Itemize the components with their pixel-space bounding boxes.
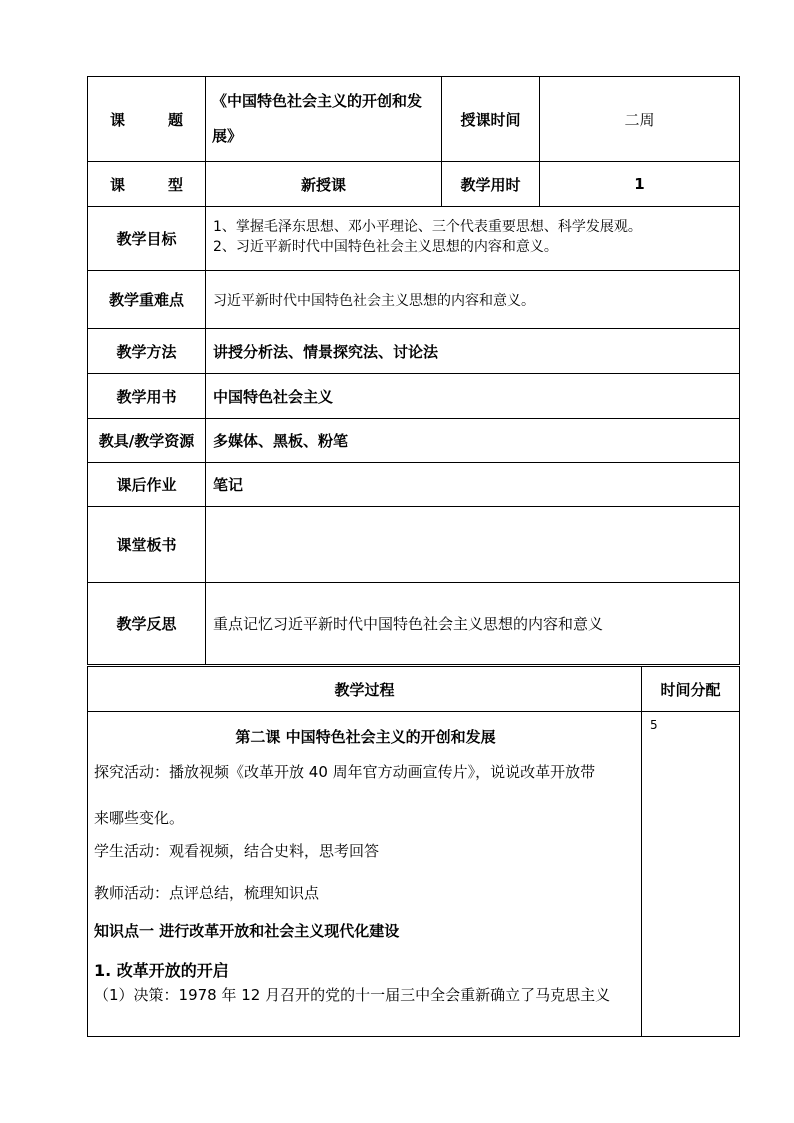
topic-value: 《中国特色社会主义的开创和发展》 (206, 77, 442, 162)
hours-value: 1 (540, 162, 740, 207)
resources-label: 教具/教学资源 (88, 419, 206, 463)
goals-value (206, 207, 740, 271)
key-value: 习近平新时代中国特色社会主义思想的内容和意义。 (206, 271, 740, 329)
teaching-process-table (87, 666, 740, 1037)
homework-value: 笔记 (206, 463, 740, 507)
row-key-points (88, 271, 740, 329)
method-label: 教学方法 (88, 329, 206, 374)
time-value: 二周 (540, 77, 740, 162)
reflection-value: 重点记忆习近平新时代中国特色社会主义思想的内容和意义 (206, 583, 740, 665)
book-value: 中国特色社会主义 (206, 374, 740, 419)
student-activity: 学生活动：观看视频，结合史料，思考回答 (94, 842, 380, 860)
type-value: 新授课 (206, 162, 442, 207)
type-label-char-2: 型 (167, 175, 183, 194)
row-resources (88, 419, 740, 463)
process-body-row (88, 712, 740, 1037)
row-book (88, 374, 740, 419)
row-method (88, 329, 740, 374)
board-label: 课堂板书 (88, 507, 206, 583)
section-subheading: 1. 改革开放的开启 (94, 961, 229, 980)
row-reflection (88, 583, 740, 665)
goal-item: 2、习近平新时代中国特色社会主义思想的内容和意义。 (213, 239, 558, 255)
lesson-info-table (87, 76, 740, 665)
row-goals (88, 207, 740, 271)
row-homework (88, 463, 740, 507)
homework-label: 课后作业 (88, 463, 206, 507)
row-type (88, 162, 740, 207)
process-header-row (88, 667, 740, 712)
explore-activity-line-2: 来哪些变化。 (94, 809, 185, 827)
time-label: 授课时间 (442, 77, 540, 162)
topic-label-char-1: 课 (110, 110, 126, 129)
method-value: 讲授分析法、情景探究法、讨论法 (206, 329, 740, 374)
topic-label-cell (88, 77, 206, 162)
time-allocation-value: 5 (642, 712, 740, 1037)
type-label-cell (88, 162, 206, 207)
hours-label: 教学用时 (442, 162, 540, 207)
decision-paragraph: （1）决策：1978 年 12 月召开的党的十一届三中全会重新确立了马克思主义 (94, 986, 611, 1004)
goals-label: 教学目标 (88, 207, 206, 271)
type-label-char-1: 课 (110, 175, 126, 194)
knowledge-point-heading: 知识点一 进行改革开放和社会主义现代化建设 (94, 922, 400, 940)
reflection-label: 教学反思 (88, 583, 206, 665)
time-allocation-header: 时间分配 (642, 667, 740, 712)
lesson-heading: 第二课 中国特色社会主义的开创和发展 (235, 728, 496, 746)
process-content (88, 712, 642, 1037)
explore-activity-line-1: 探究活动：播放视频《改革开放 40 周年官方动画宣传片》，说说改革开放带 (94, 763, 596, 781)
teacher-activity: 教师活动：点评总结，梳理知识点 (94, 884, 320, 902)
board-value (206, 507, 740, 583)
key-label: 教学重难点 (88, 271, 206, 329)
resources-value: 多媒体、黑板、粉笔 (206, 419, 740, 463)
book-label: 教学用书 (88, 374, 206, 419)
goal-item: 1、掌握毛泽东思想、邓小平理论、三个代表重要思想、科学发展观。 (213, 219, 642, 235)
row-topic (88, 77, 740, 162)
topic-label-char-2: 题 (167, 110, 183, 129)
process-header: 教学过程 (88, 667, 642, 712)
row-board (88, 507, 740, 583)
